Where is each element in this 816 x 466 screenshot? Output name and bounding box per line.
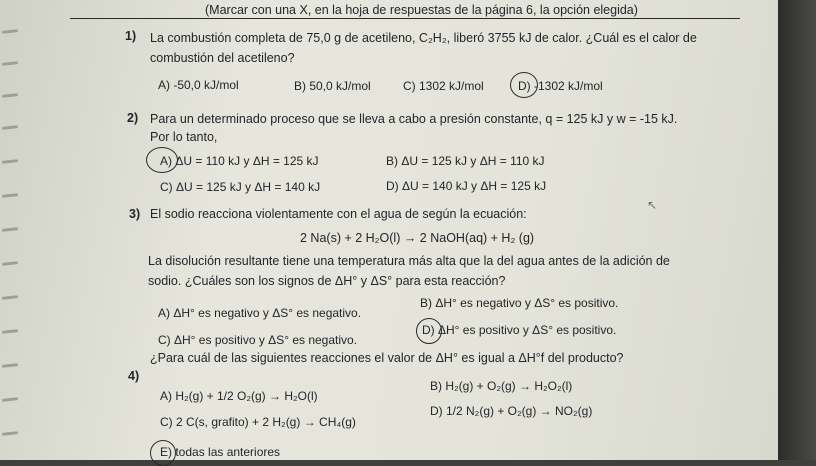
q1-text-line2: combustión del acetileno? (150, 51, 295, 65)
q1-option-d[interactable]: D) -1302 kJ/mol (518, 79, 603, 93)
q2-option-d[interactable]: D) ΔU = 140 kJ y ΔH = 125 kJ (386, 179, 547, 193)
q1-text-line1: La combustión completa de 75,0 g de acetileno, C₂H₂, liberó 3755 kJ de calor. ¿Cuál es el calor de (150, 31, 697, 45)
q1-number: 1) (125, 29, 137, 43)
q3-option-b[interactable]: B) ΔH° es negativo y ΔS° es positivo. (420, 296, 619, 310)
q3-text-line3: sodio. ¿Cuáles son los signos de ΔH° y ΔS° para esta reacción? (148, 274, 506, 288)
q3-option-d[interactable]: D) ΔH° es positivo y ΔS° es positivo. (422, 323, 617, 337)
q4-option-c[interactable]: C) 2 C(s, grafito) + 2 H₂(g) → CH₄(g) (160, 415, 356, 429)
q4-option-a[interactable]: A) H₂(g) + 1/2 O₂(g) → H₂O(l) (160, 389, 318, 403)
q2-option-c[interactable]: C) ΔU = 125 kJ y ΔH = 140 kJ (160, 180, 321, 194)
q4-number: 4) (128, 369, 140, 383)
q3-text-line1: El sodio reacciona violentamente con el agua de según la ecuación: (150, 207, 527, 221)
q3-option-a[interactable]: A) ΔH° es negativo y ΔS° es negativo. (158, 306, 362, 320)
q4-option-b[interactable]: B) H₂(g) + O₂(g) → H₂O₂(l) (430, 379, 573, 393)
dark-background-edge (778, 0, 816, 460)
q1-option-c[interactable]: C) 1302 kJ/mol (403, 79, 484, 93)
q3-equation: 2 Na(s) + 2 H₂O(l) → 2 NaOH(aq) + H₂ (g) (300, 231, 535, 245)
q2-text-line2: Por lo tanto, (150, 130, 218, 144)
q1-option-a[interactable]: A) -50,0 kJ/mol (158, 78, 239, 92)
header-rule (70, 18, 740, 19)
q2-number: 2) (127, 111, 139, 125)
instructions-header: (Marcar con una X, en la hoja de respuestas de la página 6, la opción elegida) (205, 3, 638, 17)
q2-option-b[interactable]: B) ΔU = 125 kJ y ΔH = 110 kJ (386, 154, 545, 168)
q3-option-c[interactable]: C) ΔH° es positivo y ΔS° es negativo. (158, 333, 358, 347)
q4-option-d[interactable]: D) 1/2 N₂(g) + O₂(g) → NO₂(g) (430, 404, 593, 418)
q4-option-e[interactable]: E) todas las anteriores (160, 445, 281, 459)
q3-answer-circle (416, 318, 442, 344)
q4-text-line1: ¿Para cuál de las siguientes reacciones el valor de ΔH° es igual a ΔH°f del producto? (150, 351, 624, 365)
q2-text-line1: Para un determinado proceso que se lleva a cabo a presión constante, q = 125 kJ y w = -15 kJ. (150, 112, 678, 126)
q1-answer-circle (510, 72, 538, 98)
q2-answer-circle (146, 147, 178, 173)
q3-text-line2: La disolución resultante tiene una temperatura más alta que la del agua antes de la adición de (148, 254, 670, 268)
q3-number: 3) (129, 207, 141, 221)
q4-answer-circle (150, 440, 176, 466)
pencil-mark: ↖ (647, 198, 658, 212)
binder-holes (0, 0, 30, 460)
q2-option-a[interactable]: A) ΔU = 110 kJ y ΔH = 125 kJ (160, 154, 319, 168)
q1-option-b[interactable]: B) 50,0 kJ/mol (294, 79, 371, 93)
